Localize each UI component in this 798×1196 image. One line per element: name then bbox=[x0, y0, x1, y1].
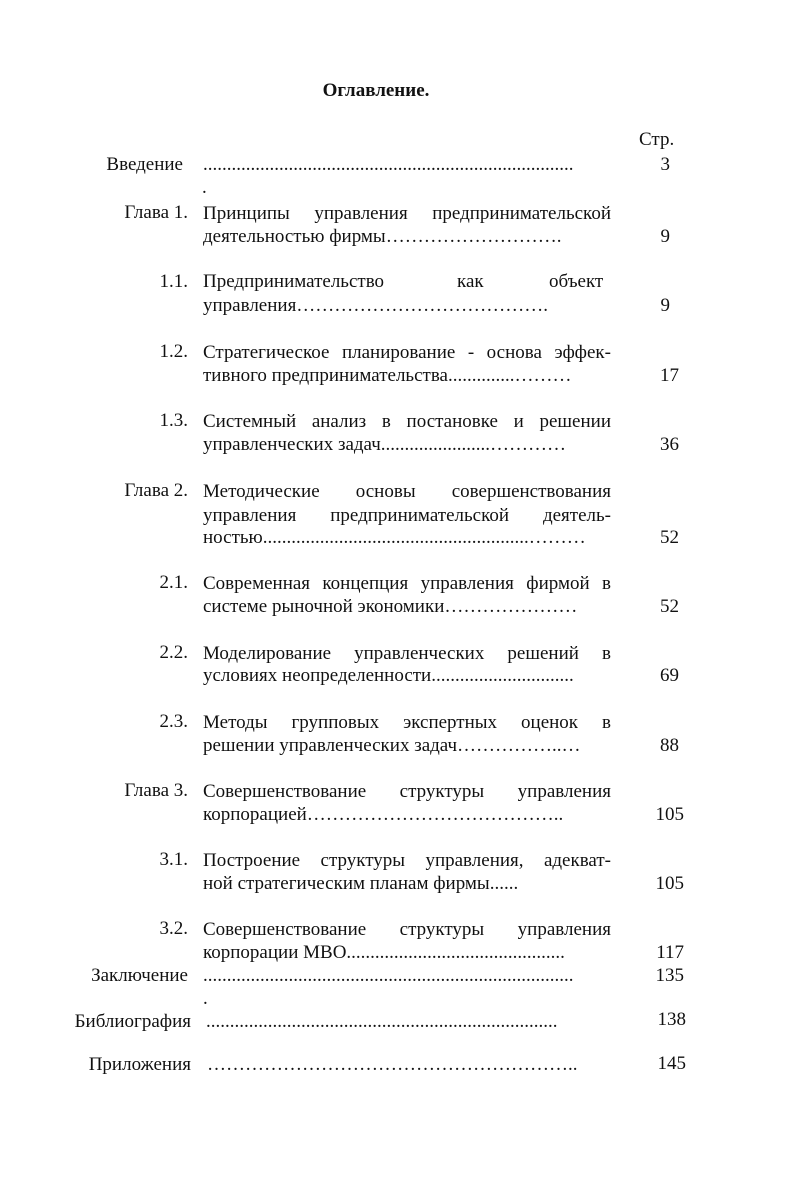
toc-entry-page: 9 bbox=[660, 226, 670, 247]
toc-entry-line: ной стратегическим планам фирмы...... bbox=[203, 873, 519, 894]
toc-leader-dots: .............................................................................. bbox=[203, 965, 574, 986]
toc-entry-page: 3 bbox=[660, 154, 670, 175]
toc-entry-label: Глава 1. bbox=[124, 202, 188, 223]
toc-entry-label: Введение bbox=[106, 154, 183, 175]
toc-entry-page: 69 bbox=[660, 665, 679, 686]
toc-entry-page: 138 bbox=[657, 1009, 686, 1030]
toc-entry-line: Построение структуры управления, адекват- bbox=[203, 850, 611, 871]
toc-stray-dot: . bbox=[203, 988, 208, 1009]
toc-entry-page: 105 bbox=[655, 873, 684, 894]
toc-entry-label: 1.1. bbox=[159, 271, 188, 292]
toc-entry-page: 88 bbox=[660, 735, 679, 756]
toc-entry-line: Методические основы совершенствования bbox=[203, 481, 611, 502]
toc-entry-page: 145 bbox=[657, 1053, 686, 1074]
toc-entry-line: управленческих задач.......................………… bbox=[203, 434, 567, 455]
toc-entry-label: 2.2. bbox=[159, 642, 188, 663]
toc-entry-line: Методы групповых экспертных оценок в bbox=[203, 712, 611, 733]
toc-leader-dots: .......................................................................... bbox=[206, 1011, 558, 1032]
toc-entry-line: корпорации МВО.............................................. bbox=[203, 942, 565, 963]
toc-entry-label: Глава 2. bbox=[124, 480, 188, 501]
toc-entry-page: 117 bbox=[656, 942, 684, 963]
toc-entry-line: управления…………………………………. bbox=[203, 295, 549, 316]
toc-entry-label: 1.3. bbox=[159, 410, 188, 431]
toc-entry-label: 1.2. bbox=[159, 341, 188, 362]
toc-entry-label: 2.3. bbox=[159, 711, 188, 732]
toc-entry-line: тивного предпринимательства..............……… bbox=[203, 365, 572, 386]
toc-stray-dot: . bbox=[202, 177, 207, 198]
toc-entry-line: условиях неопределенности.............................. bbox=[203, 665, 574, 686]
toc-entry-page: 9 bbox=[660, 295, 670, 316]
toc-entry-label: Заключение bbox=[91, 965, 188, 986]
toc-entry-label: Библиография bbox=[74, 1011, 191, 1032]
toc-entry-line: Моделирование управленческих решений в bbox=[203, 643, 611, 664]
toc-entry-word: Предпринимательство bbox=[203, 271, 385, 292]
toc-entry-line: Стратегическое планирование - основа эффек- bbox=[203, 342, 611, 363]
toc-entry-line: деятельностью фирмы………………………. bbox=[203, 226, 562, 247]
toc-entry-page: 52 bbox=[660, 596, 679, 617]
toc-entry-page: 17 bbox=[660, 365, 679, 386]
toc-leader-dots: ………………………………………………….. bbox=[207, 1054, 578, 1075]
toc-entry-line: Совершенствование структуры управления bbox=[203, 919, 611, 940]
toc-entry-line: корпорацией………………………………….. bbox=[203, 804, 564, 825]
toc-entry-page: 135 bbox=[655, 965, 684, 986]
toc-entry-label: 2.1. bbox=[159, 572, 188, 593]
toc-entry-line: Системный анализ в постановке и решении bbox=[203, 411, 611, 432]
toc-entry-label: Приложения bbox=[88, 1054, 191, 1075]
toc-entry-line: ностью........................................................……… bbox=[203, 527, 586, 548]
toc-entry-line: Принципы управления предпринимательской bbox=[203, 203, 611, 224]
toc-entry-line: управления предпринимательской деятель- bbox=[203, 505, 611, 526]
toc-entry-label: 3.2. bbox=[159, 918, 188, 939]
toc-entry-label: 3.1. bbox=[159, 849, 188, 870]
toc-entry-line: Современная концепция управления фирмой в bbox=[203, 573, 611, 594]
toc-entry-label: Глава 3. bbox=[124, 780, 188, 801]
toc-entry-page: 36 bbox=[660, 434, 679, 455]
toc-entry-word: как bbox=[457, 271, 484, 292]
toc-leader-dots: .............................................................................. bbox=[203, 154, 574, 175]
toc-entry-page: 52 bbox=[660, 527, 679, 548]
toc-entry-page: 105 bbox=[655, 804, 684, 825]
toc-entry-word: объект bbox=[549, 271, 604, 292]
page-column-header: Стр. bbox=[639, 129, 675, 150]
toc-entry-line: решении управленческих задач……………..… bbox=[203, 735, 581, 756]
toc-entry-line: системе рыночной экономики………………… bbox=[203, 596, 578, 617]
toc-title: Оглавление. bbox=[322, 80, 430, 101]
toc-entry-line: Совершенствование структуры управления bbox=[203, 781, 611, 802]
